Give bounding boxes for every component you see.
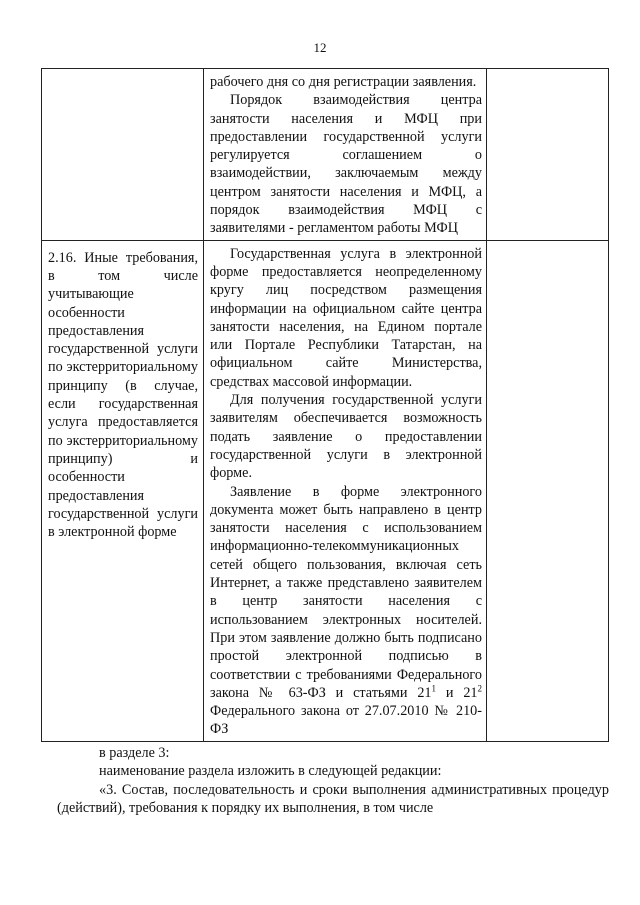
superscript: 2 xyxy=(477,683,483,694)
table-cell-content xyxy=(204,69,487,241)
table-row xyxy=(42,69,609,241)
paragraph: наименование раздела изложить в следующей редакции: xyxy=(99,763,442,780)
table-cell-note xyxy=(487,69,609,241)
table-row xyxy=(42,240,609,741)
body-text xyxy=(57,744,609,817)
table-cell-requirement xyxy=(42,69,204,241)
requirements-table xyxy=(41,68,609,742)
table-cell-note xyxy=(487,240,609,741)
paragraph xyxy=(210,483,482,739)
superscript: 1 xyxy=(431,683,437,694)
paragraph-text: Федерального закона от 27.07.2010 № 210-ФЗ xyxy=(210,703,482,738)
page-number: 12 xyxy=(313,40,327,55)
paragraph: Государственная услуга в электронной форме предоставляется неопределенному кругу лиц посредством размещения информации на официальном сайте центра занятости населения, на Едином портале или Портале Республики Татарстан, на официальном сайте Министерства, средствах массовой информации. xyxy=(210,245,482,390)
paragraph: в разделе 3: xyxy=(99,745,170,761)
paragraph: Для получения государственной услуги заявителям обеспечивается возможность подать заявление о предоставлении государственной услуги в электронной форме. xyxy=(210,392,482,482)
table-cell-content xyxy=(204,240,487,741)
paragraph-text: и 21 xyxy=(436,684,478,701)
paragraph: «3. Состав, последовательность и сроки выполнения административных процедур (действий), требования к порядку их выполнения, в том числе xyxy=(57,781,609,816)
table-cell-requirement: 2.16. Иные требования, в том числе учитывающие особенности предоставления государственной услуги по экстерриториальному принципу (в случае, если государственная услуга предоставляется по экстерриториальному принципу) и особенности предоставления государственной услуги в электронной форме xyxy=(42,240,204,741)
paragraph: Порядок взаимодействия центра занятости населения и МФЦ при предоставлении государственной услуги регулируется соглашением о взаимодействии, заключаемым между центром занятости населения и МФЦ, а порядок взаимодействия МФЦ с заявителями - регламентом работы МФЦ xyxy=(210,92,482,237)
paragraph-text: Заявление в форме электронного документа может быть направлено в центр занятости населения с использованием информационно-телекоммуникационных сетей общего пользования, включая сеть Интернет, а также представлено заявителем в центр занятости населения с использованием электронных носителей. При этом заявление должно быть подписано простой электронной подписью в соответствии с требованиями Федерального закона № 63-ФЗ и статьями 21 xyxy=(210,483,482,701)
paragraph: рабочего дня со дня регистрации заявления. xyxy=(210,74,477,90)
